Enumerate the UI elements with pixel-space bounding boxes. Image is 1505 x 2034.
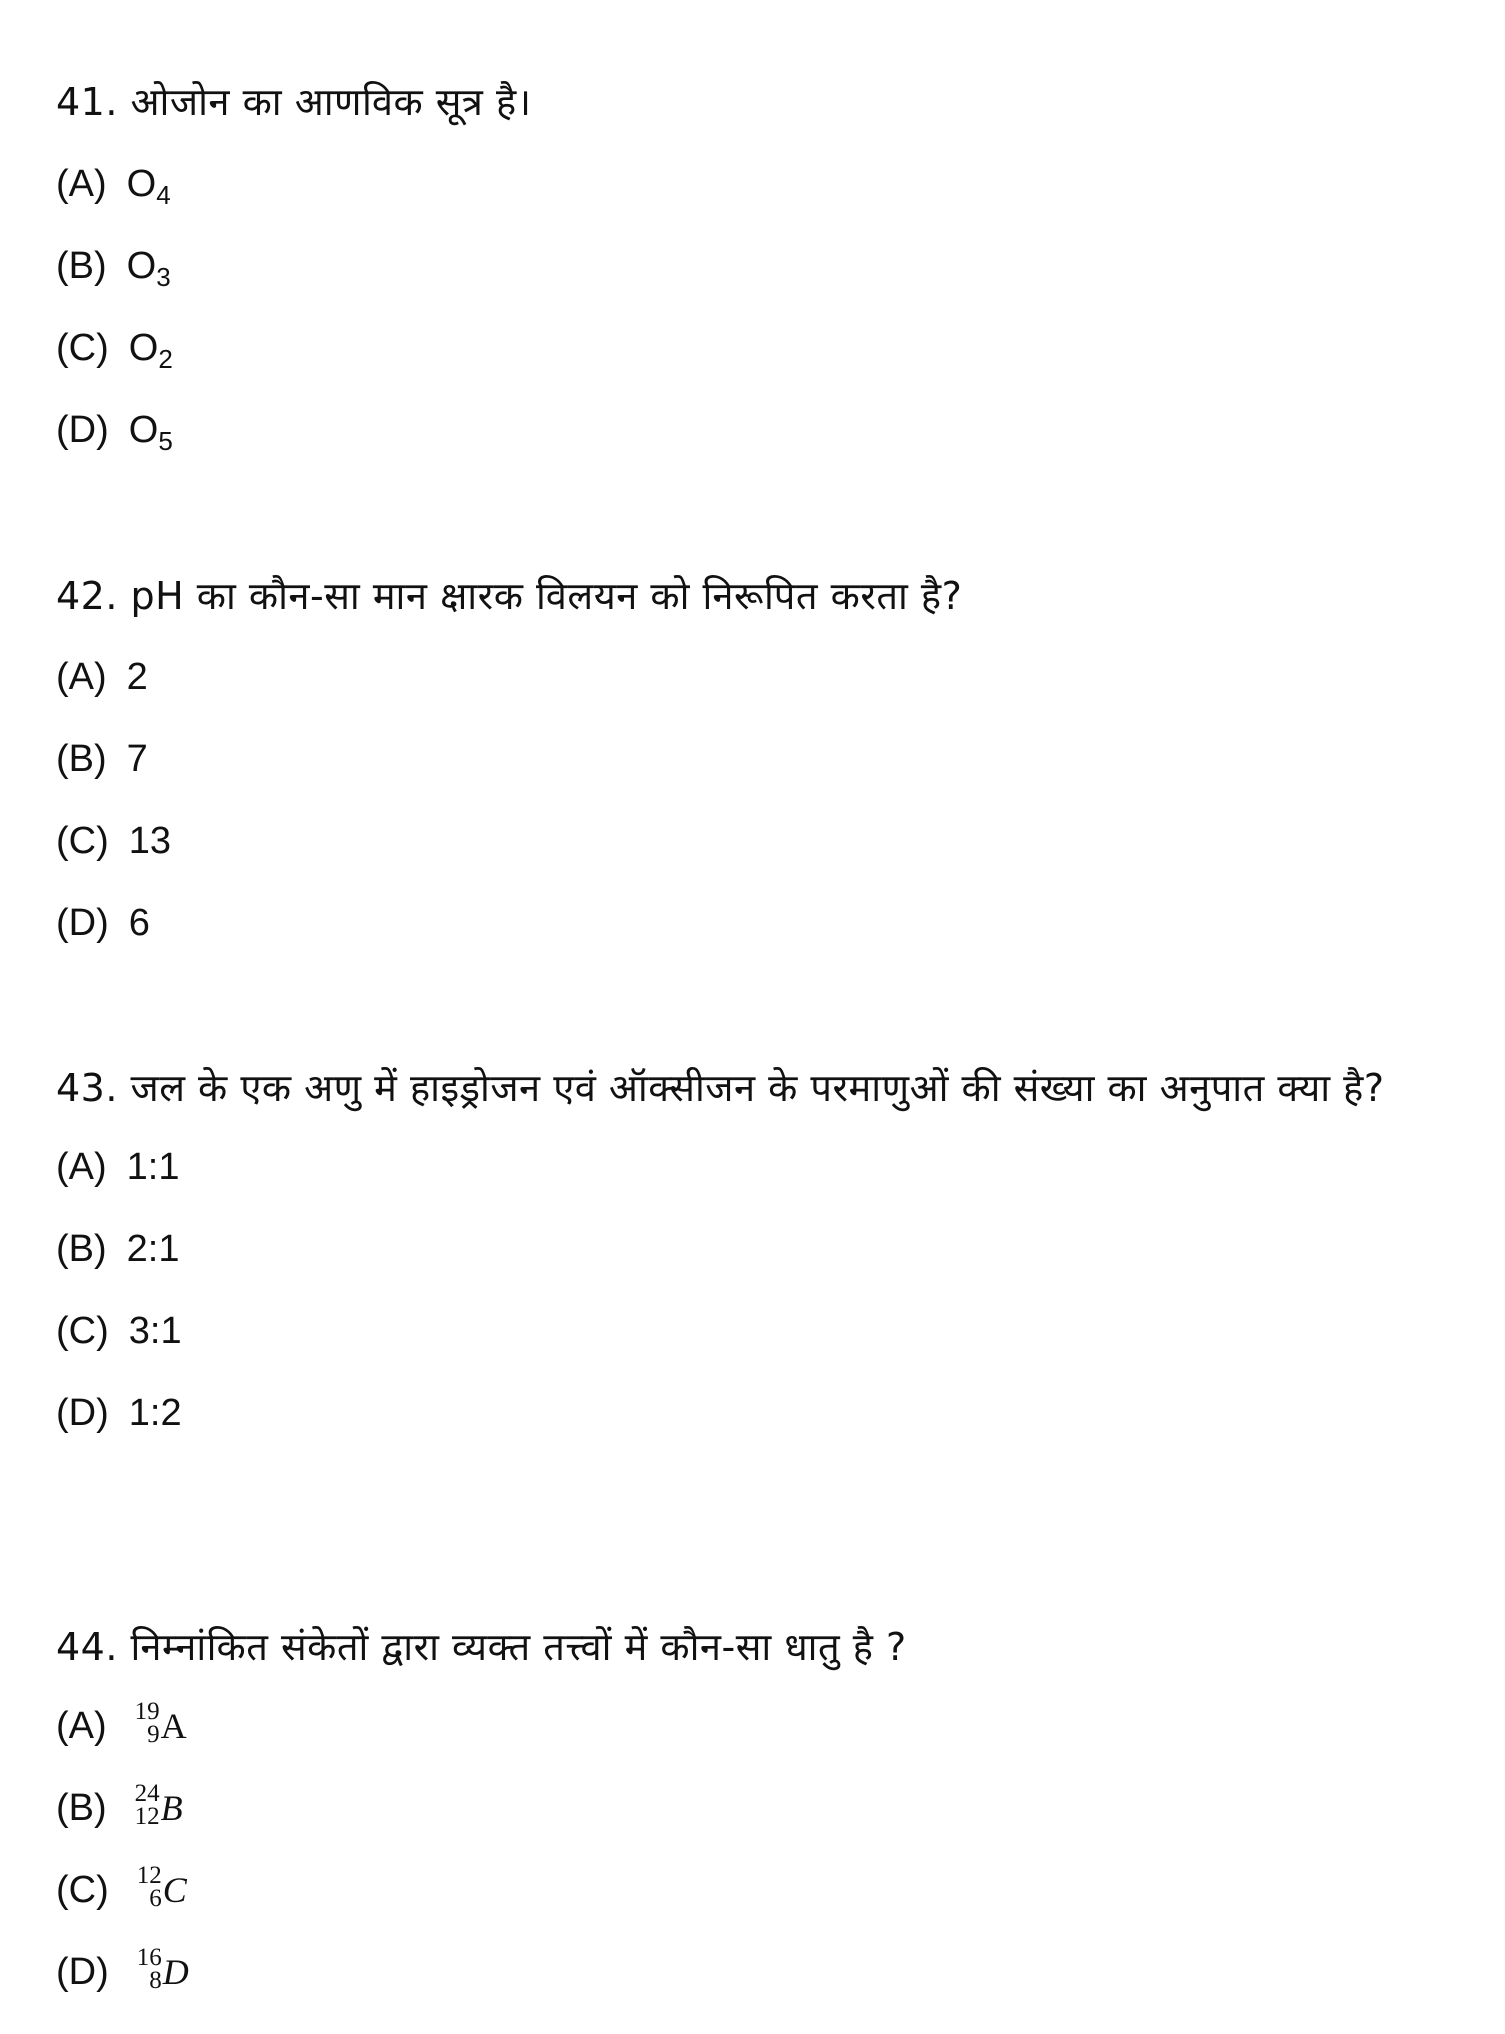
option-a [56,1685,1446,1767]
question-text: 42. pH का कौन-सा मान क्षारक विलयन को निरूपित करता है? [56,574,963,618]
option-value: 7 [126,738,148,780]
option-value: 6 [128,902,150,944]
question-text: 41. ओजोन का आणविक सूत्र है। [56,80,532,124]
option-value: 1:1 [126,1146,180,1188]
formula-base: O [126,163,157,205]
option-a [56,636,1446,718]
formula-subscript: 4 [156,180,171,210]
option-value: 2:1 [126,1228,180,1270]
option-list [56,143,1446,471]
option-letter: (C) [56,1869,109,1911]
element-symbol: C [162,1870,187,1910]
option-letter: (B) [56,1228,107,1270]
option-letter: (D) [56,902,109,944]
option-letter: (A) [56,1705,107,1747]
option-value: 2 [126,656,148,698]
option-letter: (B) [56,738,107,780]
option-letter: (D) [56,409,109,451]
option-d [56,882,1446,964]
option-d [56,1931,1446,2013]
option-letter: (D) [56,1392,109,1434]
option-b [56,1208,1446,1290]
element-symbol: B [160,1788,183,1828]
option-d [56,1372,1446,1454]
option-letter: (A) [56,656,107,698]
question-44 [56,1615,1446,2013]
question-text: 44. निम्नांकित संकेतों द्वारा व्यक्त तत्त्वों में कौन-सा धातु है ? [56,1625,907,1669]
element-symbol: D [162,1952,189,1992]
question-42 [56,564,1446,964]
option-c [56,800,1446,882]
formula-subscript: 2 [158,344,173,374]
mass-number: 24 [134,1780,160,1807]
option-letter: (A) [56,163,107,205]
formula-base: O [128,327,159,369]
nuclide-notation [129,1849,187,1931]
option-a [56,143,1446,225]
formula-subscript: 5 [158,426,173,456]
nuclide-notation [129,1931,189,2013]
question-43 [56,1056,1446,1454]
option-b [56,718,1446,800]
option-d [56,389,1446,471]
option-letter: (A) [56,1146,107,1188]
option-list [56,1126,1446,1454]
option-c [56,1849,1446,1931]
option-b [56,1767,1446,1849]
atomic-number: 8 [149,1967,162,1994]
option-c [56,307,1446,389]
option-letter: (B) [56,1787,107,1829]
mass-number: 19 [134,1698,160,1725]
nuclide-notation [127,1685,187,1767]
option-value: 1:2 [128,1392,182,1434]
mass-number: 12 [136,1862,162,1889]
formula-base: O [128,409,159,451]
question-text: 43. जल के एक अणु में हाइड्रोजन एवं ऑक्सीजन के परमाणुओं की संख्या का अनुपात क्या है? [56,1066,1385,1110]
option-letter: (C) [56,820,109,862]
atomic-number: 12 [134,1803,160,1830]
option-a [56,1126,1446,1208]
option-list [56,1685,1446,2013]
option-letter: (C) [56,1310,109,1352]
question-41 [56,70,1446,471]
element-symbol: A [160,1706,187,1746]
option-c [56,1290,1446,1372]
atomic-number: 9 [147,1721,160,1748]
option-value: 13 [128,820,172,862]
mass-number: 16 [136,1944,162,1971]
option-letter: (B) [56,245,107,287]
option-letter: (D) [56,1951,109,1993]
nuclide-notation [127,1767,183,1849]
formula-subscript: 3 [156,262,171,292]
option-value: 3:1 [128,1310,182,1352]
option-letter: (C) [56,327,109,369]
formula-base: O [126,245,157,287]
option-list [56,636,1446,964]
option-b [56,225,1446,307]
atomic-number: 6 [149,1885,162,1912]
